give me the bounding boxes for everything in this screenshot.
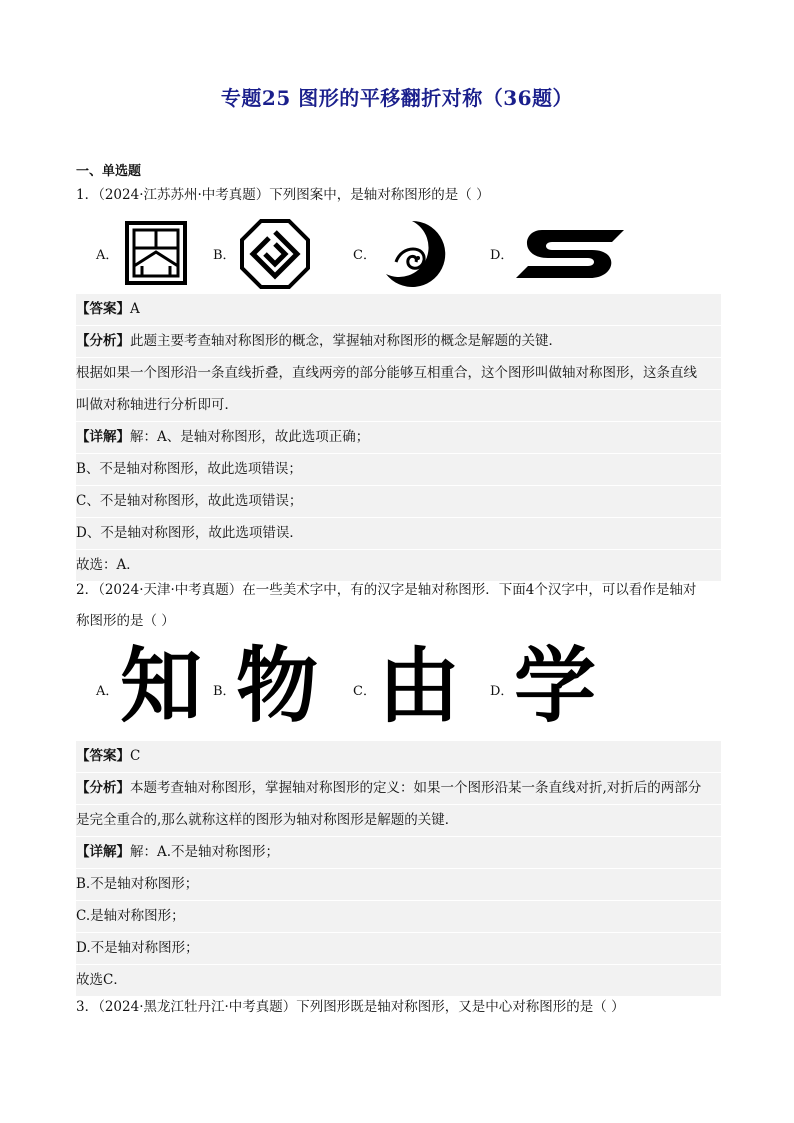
q1-detail-2: B、不是轴对称图形，故此选项错误； bbox=[76, 454, 721, 486]
octagon-knot-icon bbox=[239, 218, 311, 290]
q2-stem-line-2: 称图形的是（ ） bbox=[76, 613, 175, 629]
q2-option-c-label: C． bbox=[353, 684, 376, 699]
q2-stem-line-1: 2．（2024·天津·中考真题）在一些美术字中，有的汉字是轴对称图形．下面4个汉字中，可以看作是轴对 bbox=[76, 582, 697, 598]
q1-detail-tag: 【详解】 bbox=[76, 429, 130, 445]
q1-answer: A bbox=[130, 301, 140, 317]
q1-conclusion: 故选：A． bbox=[76, 550, 721, 582]
q2-solution bbox=[76, 741, 721, 997]
q1-option-c-label: C． bbox=[353, 248, 376, 263]
q2-option-b-label: B． bbox=[213, 684, 236, 699]
q1-analysis-1: 此题主要考查轴对称图形的概念，掌握轴对称图形的概念是解题的关键． bbox=[130, 333, 562, 349]
q2-analysis-1: 本题考查轴对称图形，掌握轴对称图形的定义：如果一个图形沿某一条直线对折,对折后的两部分 bbox=[130, 780, 702, 796]
section-heading: 一、单选题 bbox=[76, 164, 142, 179]
q2-char-a: 知 bbox=[120, 639, 203, 734]
s-logo-icon bbox=[512, 226, 628, 282]
q2-stem bbox=[76, 575, 721, 637]
q2-char-b: 物 bbox=[236, 639, 319, 734]
q3-stem: 3．（2024·黑龙江牡丹江·中考真题）下列图形既是轴对称图形，又是中心对称图形的是（ ） bbox=[76, 999, 625, 1015]
q2-options bbox=[76, 639, 721, 734]
q1-option-b-label: B． bbox=[213, 248, 236, 263]
q1-option-d-label: D． bbox=[490, 248, 514, 263]
q1-detail-3: C、不是轴对称图形，故此选项错误； bbox=[76, 486, 721, 518]
q2-char-d: 学 bbox=[514, 639, 597, 734]
q2-detail-4: D.不是轴对称图形； bbox=[76, 933, 721, 965]
q1-option-a-label: A． bbox=[96, 248, 119, 263]
q2-analysis-tag: 【分析】 bbox=[76, 780, 130, 796]
q2-answer: C bbox=[130, 748, 141, 764]
q1-stem: 1．（2024·江苏苏州·中考真题）下列图案中，是轴对称图形的是（ ） bbox=[76, 187, 490, 203]
q2-char-c: 由 bbox=[378, 639, 461, 734]
q1-solution bbox=[76, 294, 721, 582]
q1-detail-4: D、不是轴对称图形，故此选项错误． bbox=[76, 518, 721, 550]
swirl-circle-icon bbox=[376, 218, 448, 290]
q1-options bbox=[76, 212, 721, 292]
q2-analysis-2: 是完全重合的,那么就称这样的图形为轴对称图形是解题的关键． bbox=[76, 805, 721, 837]
framed-house-icon bbox=[124, 220, 188, 286]
q2-conclusion: 故选C． bbox=[76, 965, 721, 997]
q2-answer-tag: 【答案】 bbox=[76, 748, 130, 764]
q2-detail-tag: 【详解】 bbox=[76, 844, 130, 860]
q1-answer-tag: 【答案】 bbox=[76, 301, 130, 317]
q2-detail-3: C.是轴对称图形； bbox=[76, 901, 721, 933]
q2-option-d-label: D． bbox=[490, 684, 514, 699]
q1-analysis-3: 叫做对称轴进行分析即可． bbox=[76, 390, 721, 422]
q1-analysis-2: 根据如果一个图形沿一条直线折叠，直线两旁的部分能够互相重合，这个图形叫做轴对称图形，这条直线 bbox=[76, 358, 721, 390]
page-title: 专题25 图形的平移翻折对称（36题） bbox=[220, 86, 574, 110]
q1-detail-1: 解：A、是轴对称图形，故此选项正确； bbox=[130, 429, 370, 445]
q1-analysis-tag: 【分析】 bbox=[76, 333, 130, 349]
q2-detail-2: B.不是轴对称图形； bbox=[76, 869, 721, 901]
q2-option-a-label: A． bbox=[96, 684, 119, 699]
q2-detail-1: 解：A.不是轴对称图形； bbox=[130, 844, 280, 860]
